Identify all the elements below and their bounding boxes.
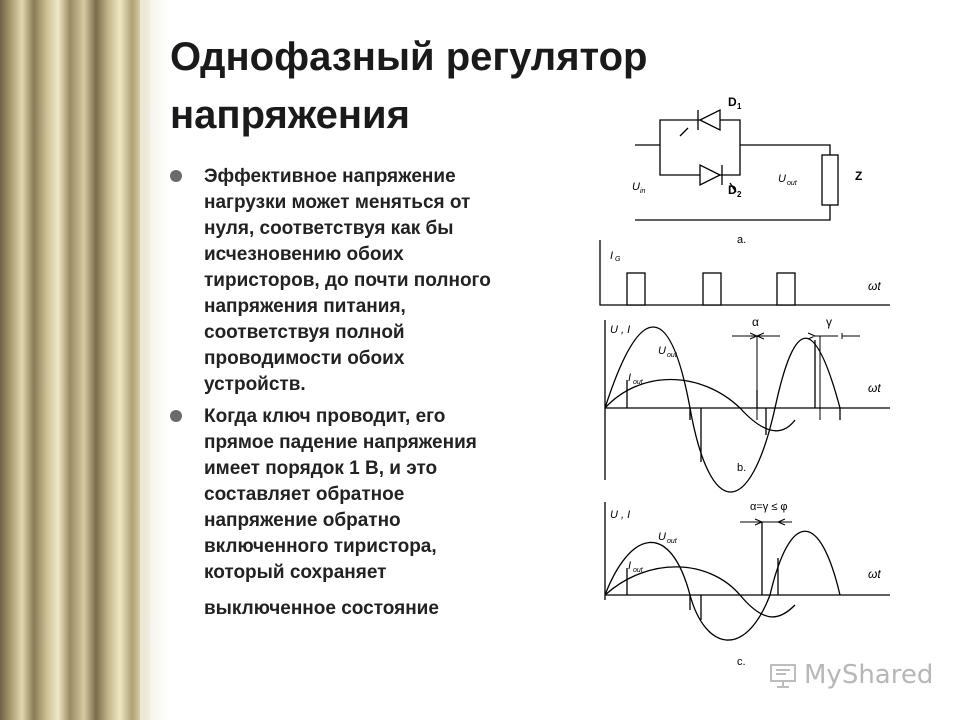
caption-a: a. [737,234,747,246]
watermark-text: MyShared [804,660,934,690]
thyristor-d1 [680,110,720,136]
bullet-1-line-1: Эффективное напряжение [204,166,456,187]
panel-c-ylabel: U , I [610,509,631,521]
panel-a-xlabel: ωt [868,279,881,293]
panel-c-iout-sub: out [633,567,643,574]
waveform-plot-c [605,501,890,668]
thyristor-regulator-diagram [580,90,910,670]
panel-b-iout-sub: out [633,379,643,386]
label-uin-sub: in [640,188,646,195]
bullet-2-line-6: включенного тиристора, [204,536,437,557]
bullet-2-line-5: напряжение обратно [204,510,401,531]
panel-b-alpha: α [752,315,759,329]
label-d1: D [728,95,737,109]
panel-b-uout: U [658,345,666,357]
gate-pulse-plot [600,240,890,305]
bullet-1-line-6: напряжения питания, [204,296,406,317]
bullet-1-line-7: соответствуя полной [204,322,405,343]
gate-pulse-2 [703,273,721,305]
panel-b-gamma: γ [826,315,832,329]
title-line-2: напряжения [170,93,410,137]
label-uin: U [632,181,640,193]
bullet-2-tail: выключенное состояние [204,598,439,619]
label-uout-sub: out [787,180,797,187]
label-z: Z [855,169,863,183]
watermark [768,656,933,694]
label-d2-sub: 2 [737,190,742,199]
panel-b-uout-sub: out [667,352,677,359]
bullet-1-line-9: устройств. [204,374,306,395]
panel-b-iout: I [628,372,632,384]
load-resistor [822,155,838,205]
title-line-1: Однофазный регулятор [170,35,648,79]
caption-c: c. [737,656,746,668]
bullet-dot-icon [170,170,182,182]
bullet-2-line-1: Когда ключ проводит, его [204,406,446,427]
panel-c-xlabel: ωt [868,567,881,581]
panel-c-uout-sub: out [667,538,677,545]
panel-c-iout: I [628,560,632,572]
bullet-dot-icon [170,410,182,422]
projector-screen-icon [768,660,798,690]
sidebar-fade [140,0,170,720]
panel-c-uout: U [658,531,666,543]
bullet-item-2 [168,404,568,622]
caption-b: b. [737,462,747,474]
bullet-1-line-2: нагрузки может меняться от [204,192,471,213]
bullet-2-line-7: который сохраняет [204,562,387,583]
bullet-1-line-8: проводимости обоих [204,348,405,369]
panel-a-ylabel: I [610,250,614,262]
gate-pulse-3 [777,273,795,305]
panel-b-xlabel: ωt [868,381,881,395]
circuit [632,95,862,246]
bullet-list [168,164,568,628]
label-uout: U [778,173,786,185]
label-d1-sub: 1 [737,102,742,111]
gate-pulse-1 [627,273,645,305]
decorative-sidebar [0,0,150,720]
bullet-item-1 [168,164,568,398]
waveform-plot-b [605,315,890,492]
panel-a-ylabel-sub: G [615,256,621,263]
bullet-2-line-3: имеет порядок 1 В, и это [204,458,438,479]
panel-b-ylabel: U , I [610,324,631,336]
label-d2: D [728,183,737,197]
bullet-1-line-4: исчезновению обоих [204,244,404,265]
bullet-1-line-5: тиристоров, до почти полного [204,270,491,291]
bullet-2-line-2: прямое падение напряжения [204,432,477,453]
bullet-2-line-4: составляет обратное [204,484,405,505]
panel-c-relation: α=γ ≤ φ [750,501,788,513]
bullet-1-line-3: нуля, соответствуя как бы [204,218,454,239]
